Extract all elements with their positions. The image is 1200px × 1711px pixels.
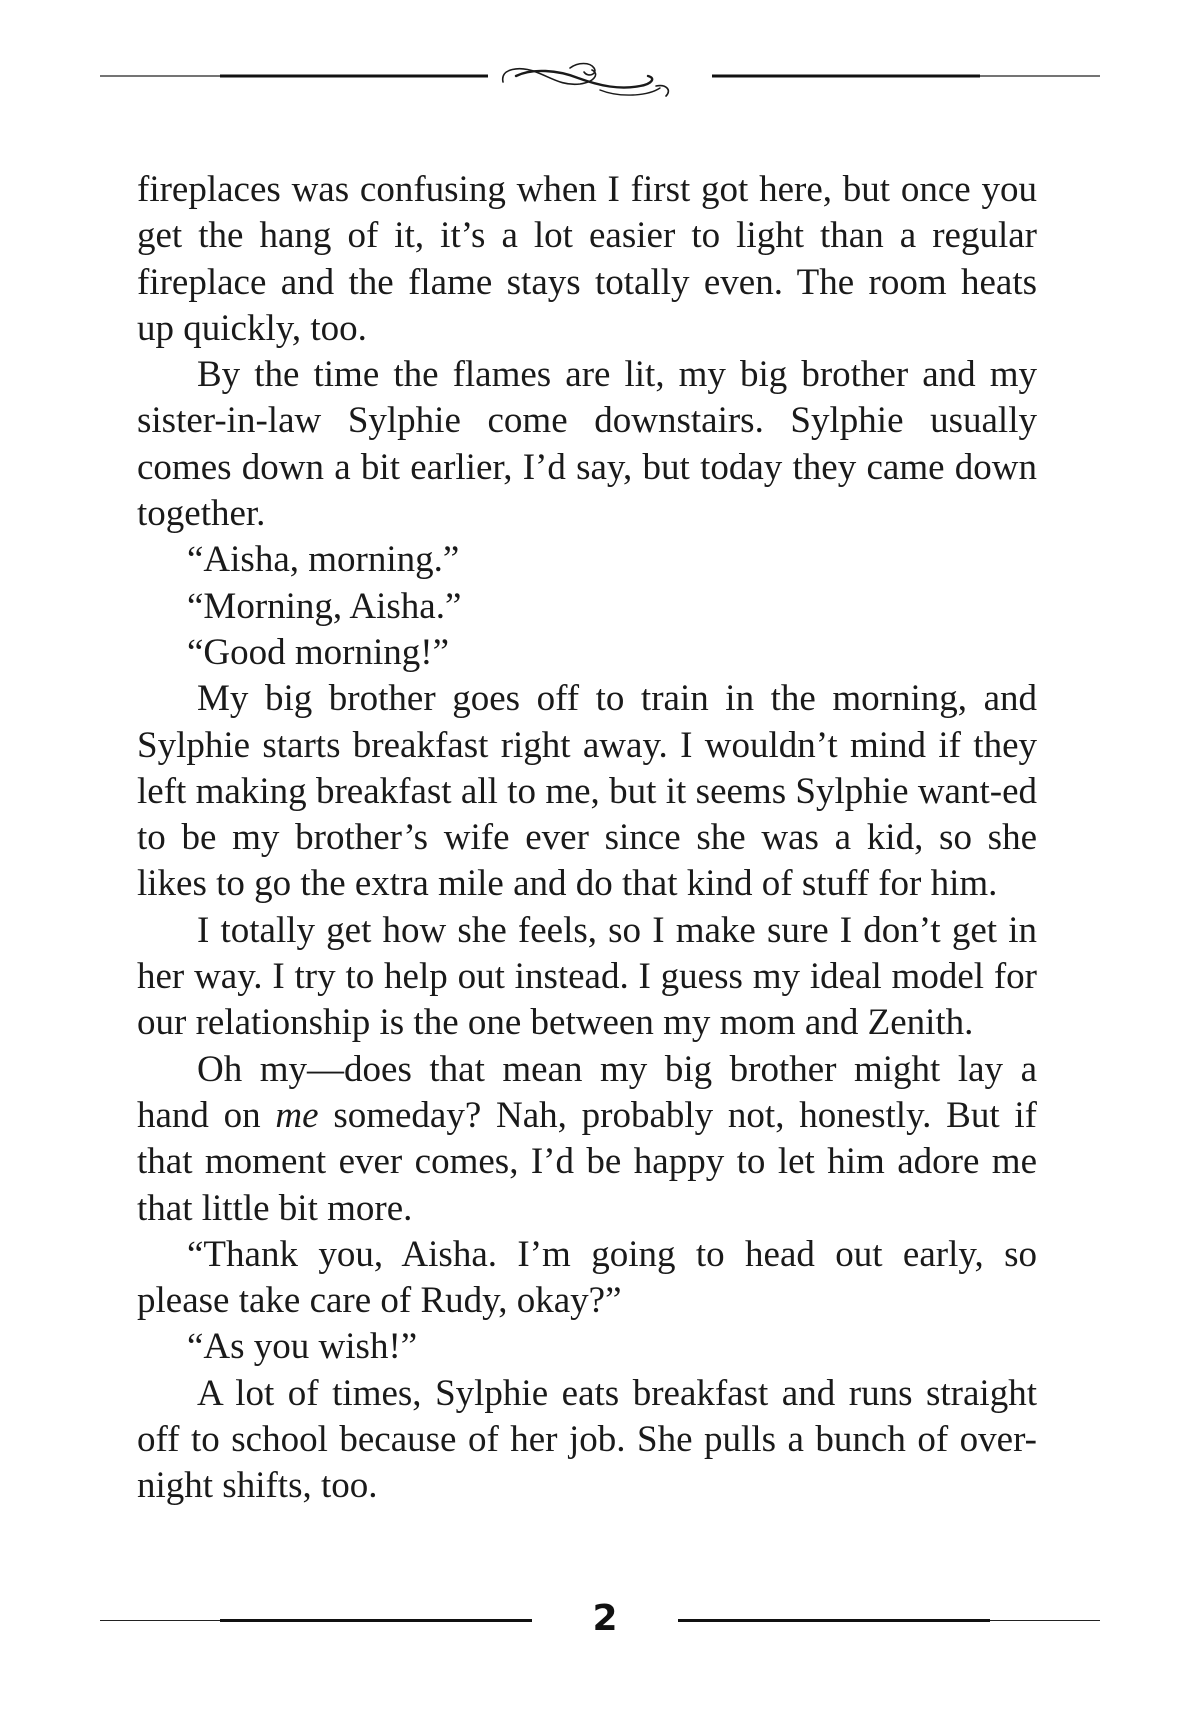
dialogue-line-1: “Aisha, morning.” xyxy=(187,539,460,581)
paragraph-2: By the time the flames are lit, my big brother and my sister-in-law Sylphie come downstairs. Sylphie usually comes down a bit earlier, I’d say, but today they came down together. xyxy=(137,354,1037,535)
paragraph-6: A lot of times, Sylphie eats breakfast and runs straight off to school because of her job. She pulls a bunch of over-night shifts, too. xyxy=(137,1372,1037,1507)
dialogue-line-4: “Thank you, Aisha. I’m going to head out early, so please take care of Rudy, okay?” xyxy=(137,1233,1037,1322)
page-number: 2 xyxy=(592,1598,618,1639)
body-text xyxy=(137,167,1037,1510)
paragraph-5-after: someday? Nah, probably not, honestly. But if that moment ever comes, I’d be happy to let him adore me that little bit more. xyxy=(137,1094,1037,1229)
paragraph-3: My big brother goes off to train in the morning, and Sylphie starts breakfast right away. I wouldn’t mind if they left making breakfast all to me, but it seems Sylphie want-ed to be my brother’s wife ever since she was a kid, so she likes to go the extra mile and do that kind of stuff for him. xyxy=(137,678,1037,905)
paragraph-5 xyxy=(137,1047,1037,1232)
paragraph-5-italic: me xyxy=(275,1094,319,1136)
page-footer xyxy=(100,1594,1100,1644)
footer-rule-right xyxy=(678,1620,1100,1621)
header-flourish-ornament-icon xyxy=(100,60,1100,110)
dialogue-line-5: “As you wish!” xyxy=(187,1326,418,1368)
dialogue-line-2: “Morning, Aisha.” xyxy=(187,585,462,627)
paragraph-1: fireplaces was confusing when I first got here, but once you get the hang of it, it’s a lot easier to light than a regular fireplace and the flame stays totally even. The room heats up quickly, too. xyxy=(137,169,1037,349)
paragraph-4: I totally get how she feels, so I make sure I don’t get in her way. I try to help out instead. I guess my ideal model for our relationship is the one between my mom and Zenith. xyxy=(137,909,1037,1044)
paragraph-5-before: Oh my—does that mean my big brother might lay a hand on xyxy=(137,1048,1037,1136)
dialogue-line-3: “Good morning!” xyxy=(187,631,450,673)
footer-rule-left xyxy=(100,1620,532,1621)
